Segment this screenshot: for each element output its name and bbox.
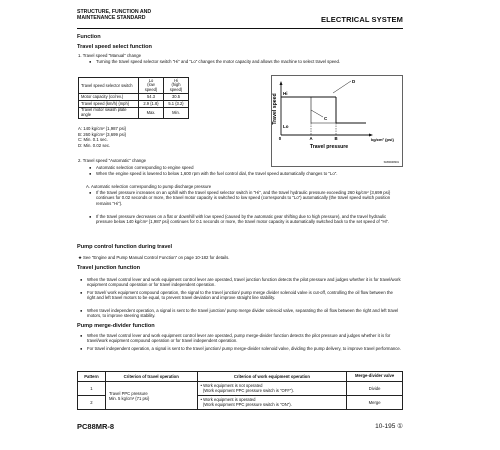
junction-bullet1: ● When the travel control lever and work equipment control lever are operated, travel junction function detects the pilot pressure and judges whether it is for travel/work equipment compound operation or for travel independent operation. xyxy=(87,277,402,288)
table-header-cell: Criterion of work equipment operation xyxy=(197,372,347,382)
page-header xyxy=(77,9,403,29)
x-unit-label: kg/cm² {psi} xyxy=(371,137,394,142)
chapter-title: ELECTRICAL SYSTEM xyxy=(321,15,403,24)
c-label: C xyxy=(324,116,328,121)
table-cell: Min. xyxy=(164,107,189,118)
legend-item-c: C: Min. 0.1 sec. xyxy=(78,137,108,142)
y-axis-arrow xyxy=(280,81,283,85)
table-header-row xyxy=(78,372,403,382)
hi-label: Hi xyxy=(283,91,288,96)
item1-title: 1. Travel speed "Manual" change xyxy=(78,53,142,58)
table-cell: • Work equipment is not operated (Work equipment PPC pressure switch is "OFF"). xyxy=(197,382,347,396)
page-number: 10-195 ① xyxy=(375,423,403,430)
table-cell: Travel speed (km/h) {mph} xyxy=(79,100,139,107)
x-a-label: A xyxy=(309,136,313,141)
table-cell: Max. xyxy=(139,107,164,118)
table-cell: Travel PPC pressure Min. 5 kg/cm² {71 psi} xyxy=(105,382,197,410)
itemA-bullet2: ● If the travel pressure decreases on a flat or downhill with low speed (caused by the automatic gear shifting due to high pressure), and the travel hydraulic pressure below 140 kg/cm² {1,987 psi} continues for 0.1 seconds or more, the travel motor capacity is automatically switched back to the set speed of "Hi". xyxy=(96,214,401,225)
itemA-title: A. Automatic selection corresponding to pump discharge pressure xyxy=(86,184,212,189)
junction-bullet2: ● For travel/ work equipment compound operation, the signal to the travel junction/ pump merge divider solenoid valve is cut-off, controlling the oil flow between the right and left travel motors to be equal, to prevent travel deviation and improve straight line stability. xyxy=(87,290,402,301)
section-title-line1: STRUCTURE, FUNCTION AND xyxy=(77,9,152,15)
model-name: PC88MR-8 xyxy=(77,422,115,431)
table-cell: Motor capacity (cc/rev.) xyxy=(79,93,139,100)
table-row xyxy=(79,100,189,107)
table-header-cell: Hi (high speed) xyxy=(164,78,189,94)
table-row xyxy=(79,93,189,100)
graph-frame xyxy=(272,76,403,167)
table-header-cell: Travel speed selector switch xyxy=(79,78,139,94)
table-cell: Merge xyxy=(347,396,403,410)
table-cell: • Work equipment is operated (Work equipment PPC pressure switch is "ON"). xyxy=(197,396,347,410)
merge-bullet2: ● For travel independent operation, a signal is sent to the travel junction/ pump merge-divider solenoid valve, dividing the pump delivery, to improve travel performance. xyxy=(87,346,402,351)
table-cell: 2.9 {1.8} xyxy=(139,100,164,107)
table-header-cell: Pattern xyxy=(78,372,106,382)
table-cell: Travel motor swash plate angle xyxy=(79,107,139,118)
x-axis-label: Travel pressure xyxy=(309,144,349,150)
legend-item-d: D: Min. 0.02 sec. xyxy=(78,142,111,148)
function-heading: Function xyxy=(77,34,101,40)
table-cell: 30.5 xyxy=(164,93,189,100)
junction-bullet3: ● When travel independent operation, a signal is sent to the travel junction/ pump merge divider solenoid valve, separating the oil flow between the right and left travel motors, to improve steering stability. xyxy=(87,308,402,319)
table-cell: 1 xyxy=(78,382,106,396)
table-cell: Divide xyxy=(347,382,403,396)
pump-merge-divider-heading: Pump merge-divider function xyxy=(77,323,155,329)
page-footer xyxy=(77,420,403,432)
travel-speed-select-heading: Travel speed select function xyxy=(77,44,152,50)
d-label: D xyxy=(352,79,356,84)
table-cell: 5.1 {3.2} xyxy=(164,100,189,107)
merge-bullet1: ● When the travel control lever and work equipment control lever are operated, pump merge-divider function detects the pilot pressure and judges whether it is for travel/work equipment compound operation or for travel independent operation. xyxy=(87,333,402,344)
pump-control-note: ★ See "Engine and Pump Manual Control Function" on page 10-182 for details. xyxy=(78,255,230,260)
lo-label: Lo xyxy=(283,124,289,129)
table-cell: 2 xyxy=(78,396,106,410)
travel-speed-graph xyxy=(271,75,403,167)
legend-item-a: A: 140 kg/cm² {1,987 psi} xyxy=(78,126,127,131)
pump-control-heading: Pump control function during travel xyxy=(77,244,173,250)
section-title-line2: MAINTENANCE STANDARD xyxy=(77,15,146,21)
x-b-label: B xyxy=(334,136,338,141)
graph-legend xyxy=(78,126,126,148)
table-header-cell: Lo (low speed) xyxy=(139,78,164,94)
item2-title: 2. Travel speed "Automatic" change xyxy=(78,158,147,163)
table-row xyxy=(78,382,403,396)
x-origin-label: 0 xyxy=(278,136,282,141)
table-header-cell: Criterion of travel operation xyxy=(105,372,197,382)
travel-junction-heading: Travel junction function xyxy=(77,265,141,271)
itemA-bullet1: ● If the travel pressure increases on an uphill with the travel speed selector switch in "Hi", and the travel hydraulic pressure exceeding 260 kg/cm² {3,699 psi} continues for 0.02 seconds or more, the travel motor capacity is switched to low speed (corresponds to "Lo") automatically (the travel speed switch position remains "Hi"). xyxy=(96,190,401,206)
table-header-row xyxy=(79,78,189,94)
table-header-cell: Merge-divider valve xyxy=(347,372,403,382)
legend-item-b: B: 260 kg/cm² {3,699 psi} xyxy=(78,131,127,137)
table-cell: 54.3 xyxy=(139,93,164,100)
pattern-table xyxy=(77,371,403,410)
section-title xyxy=(77,9,197,21)
figure-code: SUB0048301 xyxy=(383,161,399,164)
item1-bullet: ● Turning the travel speed selector switch "Hi" and "Lo" changes the motor capacity and allows the machine to select travel speed. xyxy=(96,59,401,64)
item2-bullet2: ● When the engine speed is lowered to below 1,600 rpm with the fuel control dial, the travel speed automatically changes to "Lo". xyxy=(96,171,401,176)
d-leader xyxy=(333,81,351,93)
y-axis-label: Travel speed xyxy=(272,93,278,125)
c-leader xyxy=(311,110,323,117)
speed-select-table xyxy=(78,77,189,119)
item2-bullet1: ● Automatic selection corresponding to engine speed xyxy=(96,165,401,170)
table-row xyxy=(79,107,189,118)
